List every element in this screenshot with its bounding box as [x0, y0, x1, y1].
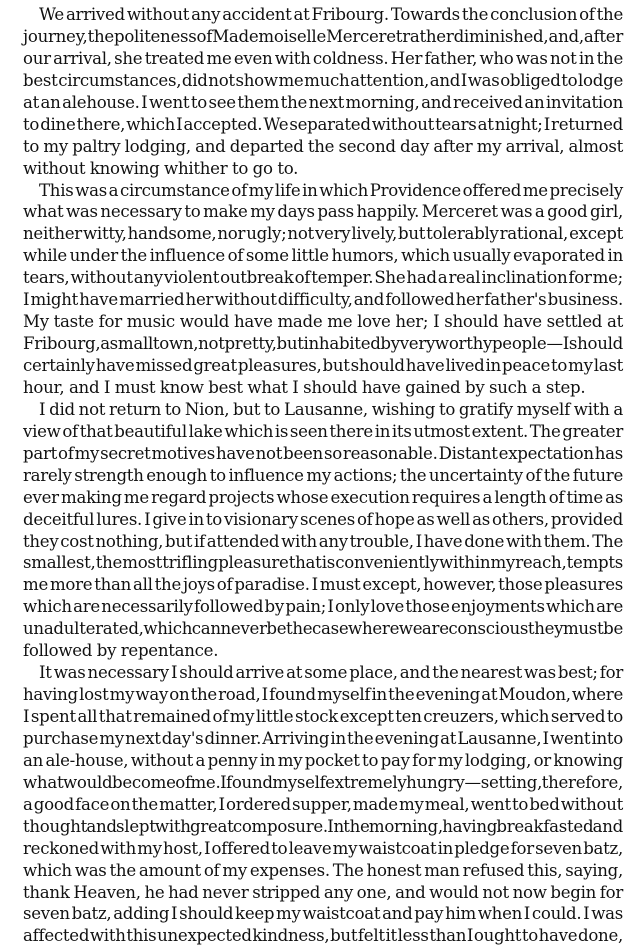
text-line: hour, and I must know best what I should have gained by such a step. — [23, 377, 586, 397]
text-line: thought and slept with great composure. In the morning, having breakfasted and — [23, 816, 623, 836]
text-line: tears, without any violent outbreak of temper. She had a real inclination for me; — [23, 268, 623, 288]
text-line: a good face on the matter, I ordered supper, made my meal, went to bed without — [23, 794, 623, 814]
text-line: best circumstances, did not show me much attention, and I was obliged to lodge — [23, 70, 623, 90]
text-line: followed by repentance. — [23, 641, 219, 661]
text-line: our arrival, she treated me even with coldness. Her father, who was not in the — [23, 48, 623, 68]
text-line: smallest, the most trifling pleasure that is conveniently within my reach, tempts — [23, 553, 623, 573]
paragraph-2 — [7, 180, 623, 399]
text-line: unadulterated, which can never be the case where we are conscious they must be — [23, 619, 623, 639]
text-line: at an alehouse. I went to see them the next morning, and received an invitation — [23, 92, 623, 112]
text-line: view of that beautiful lake which is seen there in its utmost extent. The greater — [23, 421, 623, 441]
document-page — [7, 4, 623, 947]
text-line: I might have married her without difficulty, and followed her father's business. — [23, 290, 623, 310]
text-line: This was a circumstance of my life in which Providence offered me precisely — [39, 180, 623, 200]
text-line: I spent all that remained of my little stock except ten creuzers, which served to — [23, 707, 623, 726]
text-line: to dine there, which I accepted. We separated without tears at night; I returned — [23, 114, 623, 134]
text-line: My taste for music would have made me love her; I should have settled at — [23, 312, 623, 332]
text-line: which are necessarily followed by pain; I only love those enjoyments which are — [23, 597, 623, 617]
text-line: what was necessary to make my days pass happily. Merceret was a good girl, — [23, 202, 623, 222]
text-line: to my paltry lodging, and departed the second day after my arrival, almost — [23, 136, 623, 156]
text-line: Fribourg, a small town, not pretty, but inhabited by very worthy people—I should — [23, 334, 623, 354]
text-line: having lost my way on the road, I found myself in the evening at Moudon, where — [23, 685, 623, 705]
paragraph-1 — [7, 4, 623, 180]
text-line: they cost nothing, but if attended with any trouble, I have done with them. The — [23, 531, 623, 551]
text-line: certainly have missed great pleasures, but should have lived in peace to my last — [23, 356, 623, 375]
text-line: affected with this unexpected kindness, but felt it less than I ought to have done, — [23, 926, 623, 946]
text-line: what would become of me. I found myself extremely hungry—setting, therefore, — [23, 772, 623, 792]
text-line: ever making me regard projects whose execution requires a length of time as — [23, 487, 623, 507]
text-line: We arrived without any accident at Fribourg. Towards the conclusion of the — [39, 5, 623, 24]
text-line: which was the amount of my expenses. The honest man refused this, saying, — [23, 860, 623, 880]
text-line: thank Heaven, he had never stripped any one, and would not now begin for — [23, 882, 623, 902]
text-line: neither witty, handsome, nor ugly; not very lively, but tolerably rational, except — [23, 224, 623, 244]
text-line: without knowing whither to go to. — [23, 158, 299, 178]
text-line: reckoned with my host, I offered to leave my waistcoat in pledge for seven batz, — [23, 838, 623, 858]
text-line: while under the influence of some little humors, which usually evaporated in — [23, 246, 623, 266]
text-line: rarely strength enough to influence my actions; the uncertainty of the future — [23, 465, 623, 485]
text-line: part of my secret motives have not been so reasonable. Distant expectation has — [23, 443, 623, 463]
paragraph-4 — [7, 662, 623, 947]
text-line: deceitful lures. I give in to visionary scenes of hope as well as others, provided — [23, 509, 623, 529]
paragraph-3 — [7, 399, 623, 662]
text-line: I did not return to Nion, but to Lausanne, wishing to gratify myself with a — [39, 399, 623, 419]
text-line: an ale-house, without a penny in my pocket to pay for my lodging, or knowing — [23, 750, 623, 770]
text-line: seven batz, adding I should keep my waistcoat and pay him when I could. I was — [23, 904, 623, 924]
text-line: purchase my next day's dinner. Arriving in the evening at Lausanne, I went into — [23, 728, 623, 748]
text-line: me more than all the joys of paradise. I must except, however, those pleasures — [23, 575, 623, 595]
text-line: journey, the politeness of Mademoiselle Merceret rather diminished, and, after — [23, 26, 623, 46]
text-line: It was necessary I should arrive at some place, and the nearest was best; for — [39, 663, 623, 683]
